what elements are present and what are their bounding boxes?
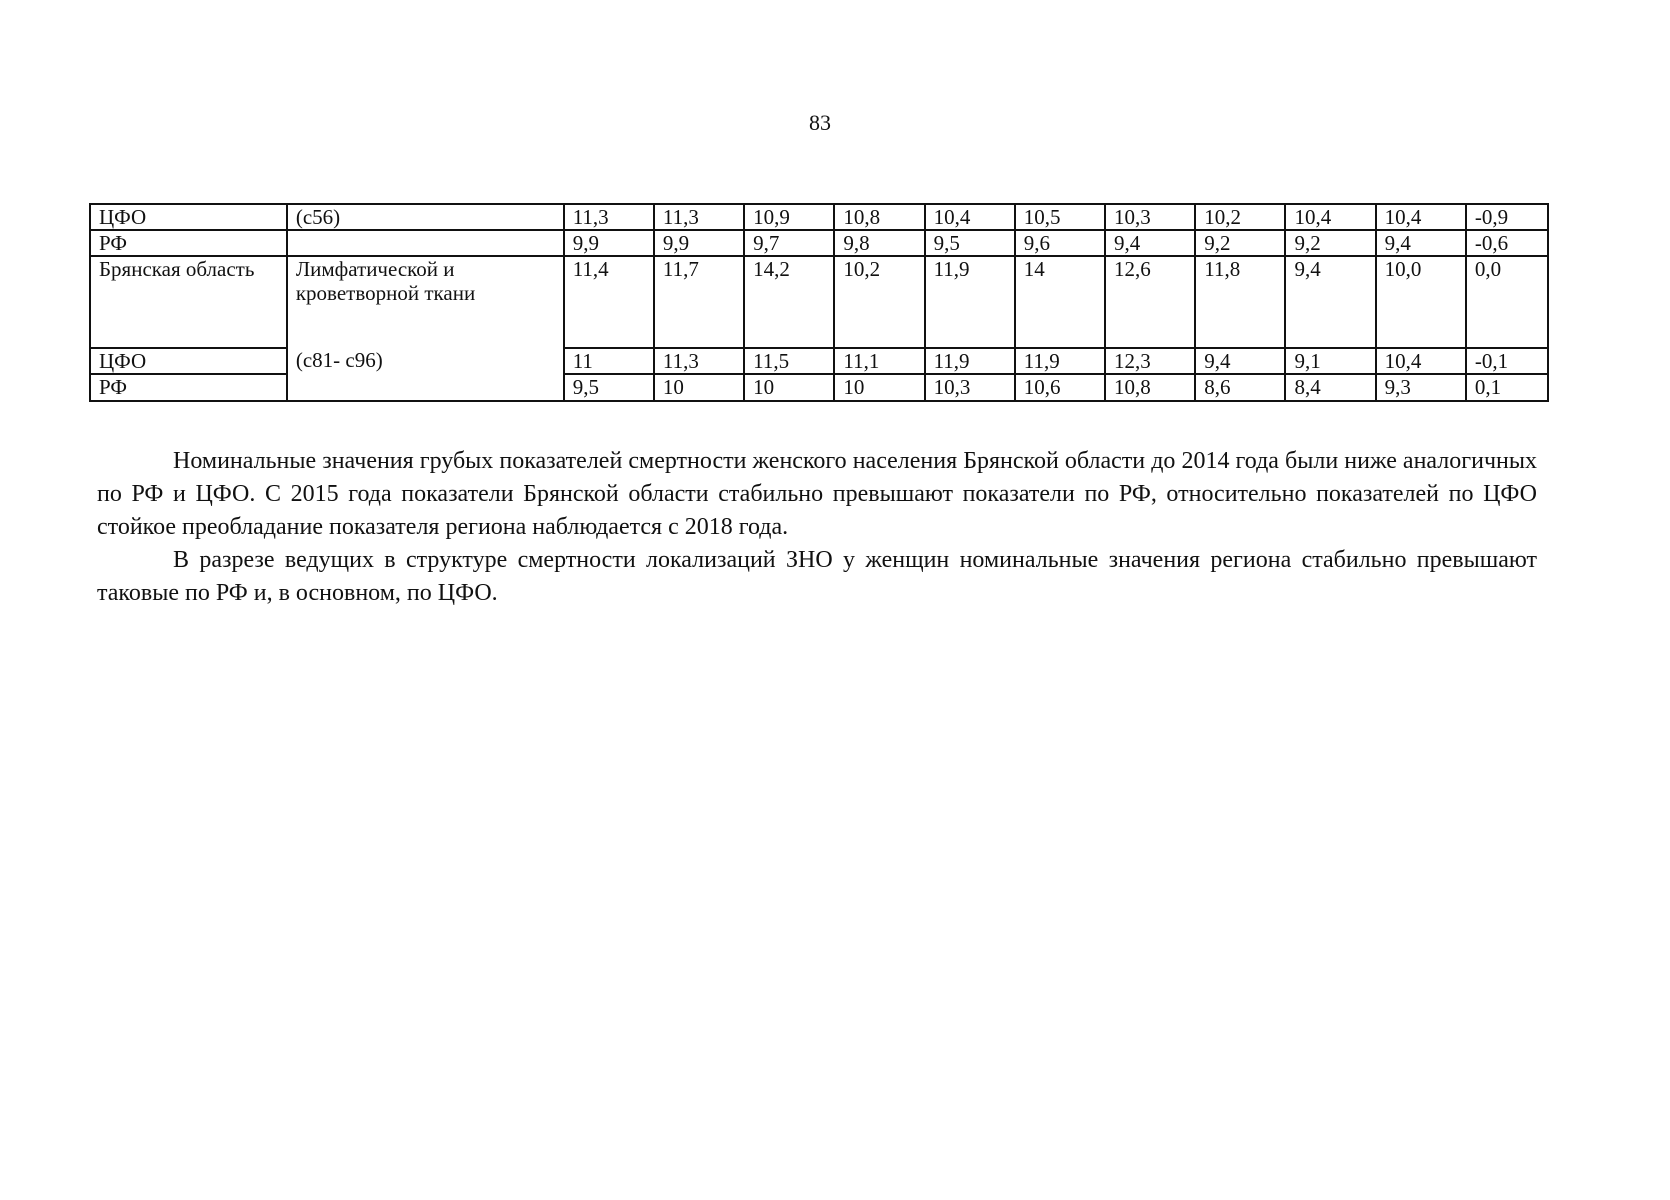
value-cell: 10,4 <box>1376 204 1466 230</box>
value-cell: 10,8 <box>834 204 924 230</box>
value-cell: 11,3 <box>654 204 744 230</box>
region-cell: РФ <box>90 374 287 400</box>
value-cell: 10,3 <box>925 374 1015 400</box>
value-cell: 12,3 <box>1105 348 1195 374</box>
value-cell: 11 <box>564 348 654 374</box>
value-cell: 10,4 <box>1285 204 1375 230</box>
value-cell: 10,0 <box>1376 256 1466 348</box>
table-row <box>90 374 1548 400</box>
value-cell: 11,9 <box>925 348 1015 374</box>
value-cell: 9,4 <box>1105 230 1195 256</box>
region-cell: ЦФО <box>90 204 287 230</box>
value-cell: 10 <box>654 374 744 400</box>
mortality-table <box>89 203 1549 402</box>
value-cell: 9,2 <box>1285 230 1375 256</box>
value-cell: 10,6 <box>1015 374 1105 400</box>
region-cell: РФ <box>90 230 287 256</box>
value-cell: 10,5 <box>1015 204 1105 230</box>
value-cell: 9,3 <box>1376 374 1466 400</box>
value-cell: 8,6 <box>1195 374 1285 400</box>
indicator-cell: Лимфатической и кроветворной ткани <box>287 256 564 348</box>
value-cell: 9,4 <box>1195 348 1285 374</box>
region-cell: Брянская область <box>90 256 287 348</box>
value-cell: 11,3 <box>564 204 654 230</box>
value-cell: 11,1 <box>834 348 924 374</box>
value-cell: 9,9 <box>654 230 744 256</box>
value-cell: 9,5 <box>564 374 654 400</box>
value-cell: 10,4 <box>1376 348 1466 374</box>
value-cell: 0,0 <box>1466 256 1548 348</box>
paragraph: В разрезе ведущих в структуре смертности локализаций ЗНО у женщин номинальные значения региона стабильно превышают таковые по РФ и, в основном, по ЦФО. <box>97 547 1537 606</box>
table-row <box>90 230 1548 256</box>
value-cell: 10,3 <box>1105 204 1195 230</box>
value-cell: 10 <box>834 374 924 400</box>
table-row <box>90 256 1548 348</box>
value-cell: 11,9 <box>1015 348 1105 374</box>
indicator-cell: (с56) <box>287 204 564 230</box>
indicator-cell <box>287 230 564 256</box>
value-cell: 10,9 <box>744 204 834 230</box>
body-text <box>97 445 1537 610</box>
value-cell: 9,2 <box>1195 230 1285 256</box>
value-cell: -0,1 <box>1466 348 1548 374</box>
value-cell: 9,5 <box>925 230 1015 256</box>
indicator-cell <box>287 374 564 400</box>
value-cell: 11,5 <box>744 348 834 374</box>
value-cell: 9,7 <box>744 230 834 256</box>
value-cell: 11,7 <box>654 256 744 348</box>
value-cell: 9,6 <box>1015 230 1105 256</box>
value-cell: 9,9 <box>564 230 654 256</box>
value-cell: 10,2 <box>1195 204 1285 230</box>
value-cell: 14,2 <box>744 256 834 348</box>
value-cell: 12,6 <box>1105 256 1195 348</box>
value-cell: 0,1 <box>1466 374 1548 400</box>
value-cell: 11,3 <box>654 348 744 374</box>
region-cell: ЦФО <box>90 348 287 374</box>
value-cell: 11,4 <box>564 256 654 348</box>
page-number: 83 <box>809 110 831 135</box>
value-cell: 9,4 <box>1376 230 1466 256</box>
value-cell: 10,2 <box>834 256 924 348</box>
paragraph: Номинальные значения грубых показателей смертности женского населения Брянской области до 2014 года были ниже аналогичных по РФ и ЦФО. С 2015 года показатели Брянской области стабильно превышают показатели по РФ, относительно показателей по ЦФО стойкое преобладание показателя региона наблюдается с 2018 года. <box>97 448 1537 540</box>
value-cell: 9,1 <box>1285 348 1375 374</box>
value-cell: 11,9 <box>925 256 1015 348</box>
value-cell: 8,4 <box>1285 374 1375 400</box>
table-row <box>90 204 1548 230</box>
table-row <box>90 348 1548 374</box>
value-cell: 9,4 <box>1285 256 1375 348</box>
value-cell: 10,8 <box>1105 374 1195 400</box>
value-cell: 14 <box>1015 256 1105 348</box>
value-cell: 11,8 <box>1195 256 1285 348</box>
value-cell: -0,6 <box>1466 230 1548 256</box>
value-cell: 10 <box>744 374 834 400</box>
value-cell: -0,9 <box>1466 204 1548 230</box>
value-cell: 9,8 <box>834 230 924 256</box>
indicator-cell: (с81- с96) <box>287 348 564 374</box>
value-cell: 10,4 <box>925 204 1015 230</box>
